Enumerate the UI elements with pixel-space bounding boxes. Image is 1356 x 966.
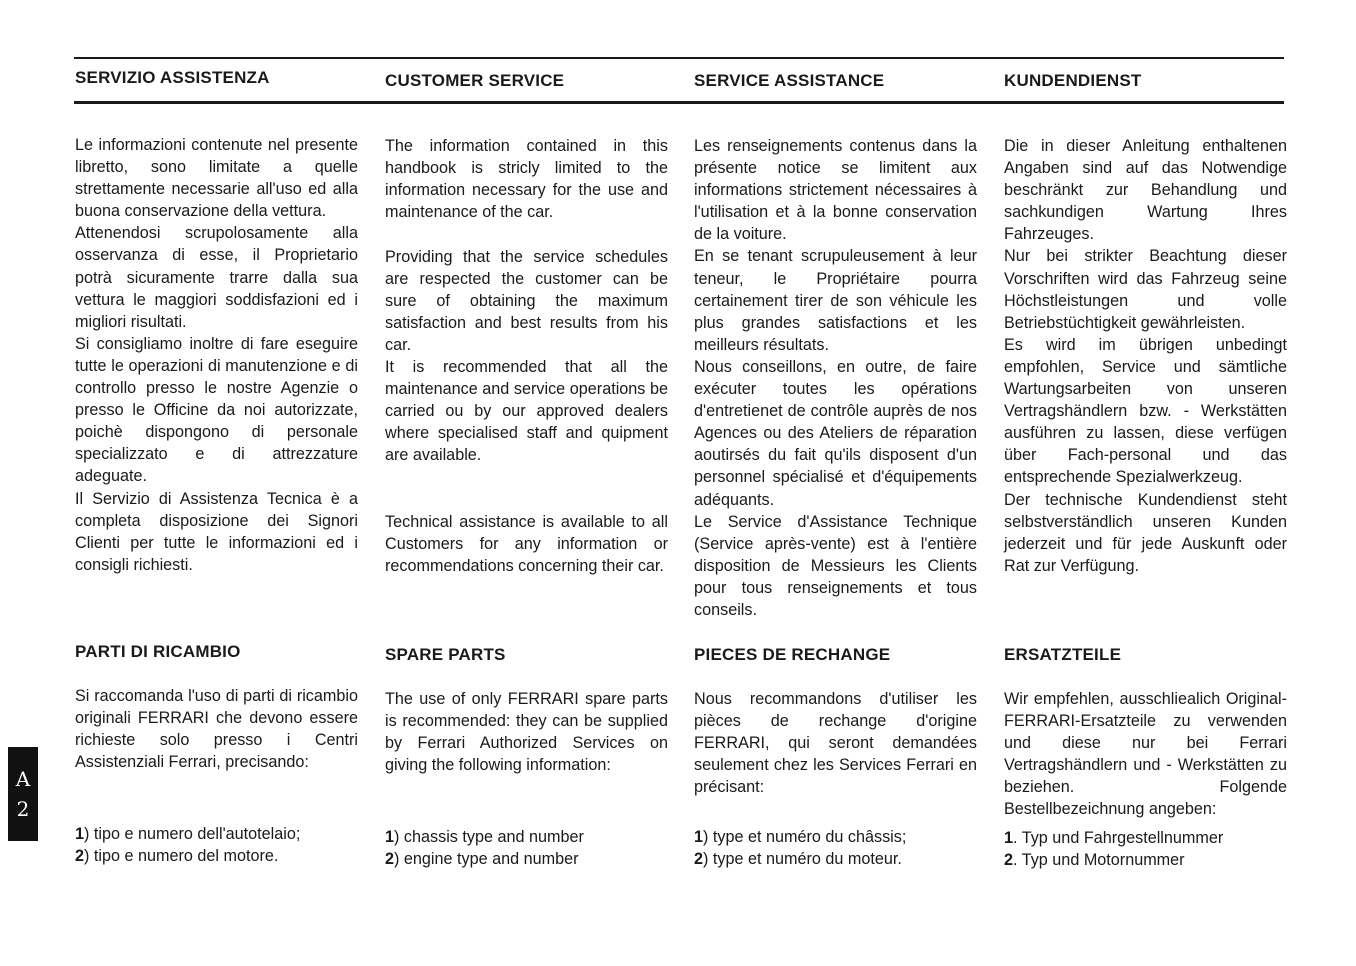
service-paragraph-en-2: Providing that the service schedules are respected the customer can be sure of obtaining the maximum satisfaction and best results from his car.	[385, 248, 668, 355]
spare-header-it: PARTI DI RICAMBIO	[75, 642, 241, 661]
paragraph: Attenendosi scrupolosamente alla osservanza di esse, il Proprietario potrà sicuramente trarre dalla sua vettura le maggiori soddisfazioni ed i migliori risultati.	[75, 224, 358, 331]
service-paragraph-en-4: Technical assistance is available to all Customers for any information or recommendations concerning their car.	[385, 513, 668, 576]
paragraph: Nous conseillons, en outre, de faire exécuter toutes les opérations d'entretienet de contrôle auprès de nos Agences ou des Ateliers de réparation aoutirsés du fait qu'ils disposent d'un personnel spécialisé et d'équipements adéquants.	[694, 357, 977, 509]
spare-list-de	[1004, 827, 1304, 871]
paragraph: Le informazioni contenute nel presente libretto, sono limitate a quelle strettamente necessarie all'uso ed alla buona conservazione della vettura.	[75, 136, 358, 221]
spare-list-it	[75, 823, 375, 867]
section-tab	[8, 747, 38, 841]
paragraph: Il Servizio di Assistenza Tecnica è a completa disposizione dei Signori Clienti per tutte le informazioni ed i consigli richiesti.	[75, 489, 358, 574]
header-it: SERVIZIO ASSISTENZA	[75, 68, 270, 87]
list-item: 1) chassis type and number	[385, 828, 584, 846]
section-tab-letter: A	[15, 767, 31, 791]
spare-text-fr: Nous recommandons d'utiliser les pièces de rechange d'origine FERRARI, qui seront demandées seulement chez les Services Ferrari en précisant:	[694, 690, 977, 797]
paragraph: Der technische Kundendienst steht selbstverständlich unseren Kunden jederzeit und für jede Auskunft oder Rat zur Verfügung.	[1004, 490, 1287, 575]
spare-header-de: ERSATZTEILE	[1004, 645, 1122, 664]
list-item: 2. Typ und Motornummer	[1004, 851, 1185, 870]
paragraph: Die in dieser Anleitung enthaltenen Angaben sind auf das Notwendige beschränkt zur Behandlung und sachkundigen Wartung Ihres Fahrzeuges.	[1004, 137, 1287, 244]
service-column-de	[1004, 135, 1287, 577]
list-item: 2) engine type and number	[385, 850, 579, 869]
top-rule	[74, 57, 1284, 59]
section-tab-number: 2	[16, 797, 30, 821]
service-column-it	[75, 134, 358, 576]
service-paragraph-en-3: It is recommended that all the maintenance and service operations be carried ou by our approved dealers where specialised staff and quipment are available.	[385, 358, 668, 465]
paragraph: Si consigliamo inoltre di fare eseguire tutte le operazioni di manutenzione e di controllo presso le nostre Agenzie o presso le Officine da noi autorizzate, poichè dispongono di personale specializzato e di attrezzature adeguate.	[75, 334, 358, 486]
header-de: KUNDENDIENST	[1004, 71, 1142, 90]
list-item: 2) tipo e numero del motore.	[75, 847, 279, 866]
spare-list-en	[385, 826, 685, 870]
service-paragraph-en-1: The information contained in this handbook is stricly limited to the information necessary for the use and maintenance of the car.	[385, 137, 668, 222]
spare-header-en: SPARE PARTS	[385, 645, 506, 664]
spare-list-fr	[694, 826, 994, 870]
list-item: 2) type et numéro du moteur.	[694, 850, 902, 869]
spare-header-fr: PIECES DE RECHANGE	[694, 645, 891, 664]
paragraph: Nur bei strikter Beachtung dieser Vorschriften wird das Fahrzeug seine Höchstleistungen und volle Betriebstüchtigkeit gewährleisten.	[1004, 247, 1287, 332]
spare-text-de: Wir empfehlen, ausschliealich Original-FERRARI-Ersatzteile zu verwenden und diese nur bei Ferrari Vertragshändlern und - Werkstätten zu beziehen. Folgende Bestellbezeichnung angeben:	[1004, 690, 1287, 819]
list-item: 1. Typ und Fahrgestellnummer	[1004, 829, 1224, 847]
header-bottom-rule	[74, 101, 1284, 104]
service-column-fr	[694, 135, 977, 621]
paragraph: Le Service d'Assistance Technique (Service après-vente) est à l'entière disposition de Messieurs les Clients pour tous renseignements et tous conseils.	[694, 512, 977, 619]
list-item: 1) type et numéro du châssis;	[694, 828, 907, 846]
spare-text-en: The use of only FERRARI spare parts is recommended: they can be supplied by Ferrari Authorized Services on giving the following information:	[385, 690, 668, 775]
paragraph: Es wird im übrigen unbedingt empfohlen, Service und sämtliche Wartungsarbeiten von unseren Vertragshändlern bzw. - Werkstätten ausführen zu lassen, diese verfügen über Fach-personal und das entsprechende Spezialwerkzeug.	[1004, 335, 1287, 487]
spare-text-it: Si raccomanda l'uso di parti di ricambio originali FERRARI che devono essere richieste solo presso i Centri Assistenziali Ferrari, precisando:	[75, 687, 358, 772]
paragraph: En se tenant scrupuleusement à leur teneur, le Propriétaire pourra certainement tirer de son véhicule les plus grandes satisfactions et les meilleurs résultats.	[694, 247, 977, 354]
list-item: 1) tipo e numero dell'autotelaio;	[75, 825, 301, 843]
header-fr: SERVICE ASSISTANCE	[694, 71, 885, 90]
paragraph: Les renseignements contenus dans la présente notice se limitent aux informations strictement nécessaires à l'utilisation et à la bonne conservation de la voiture.	[694, 137, 977, 244]
header-en: CUSTOMER SERVICE	[385, 71, 565, 90]
